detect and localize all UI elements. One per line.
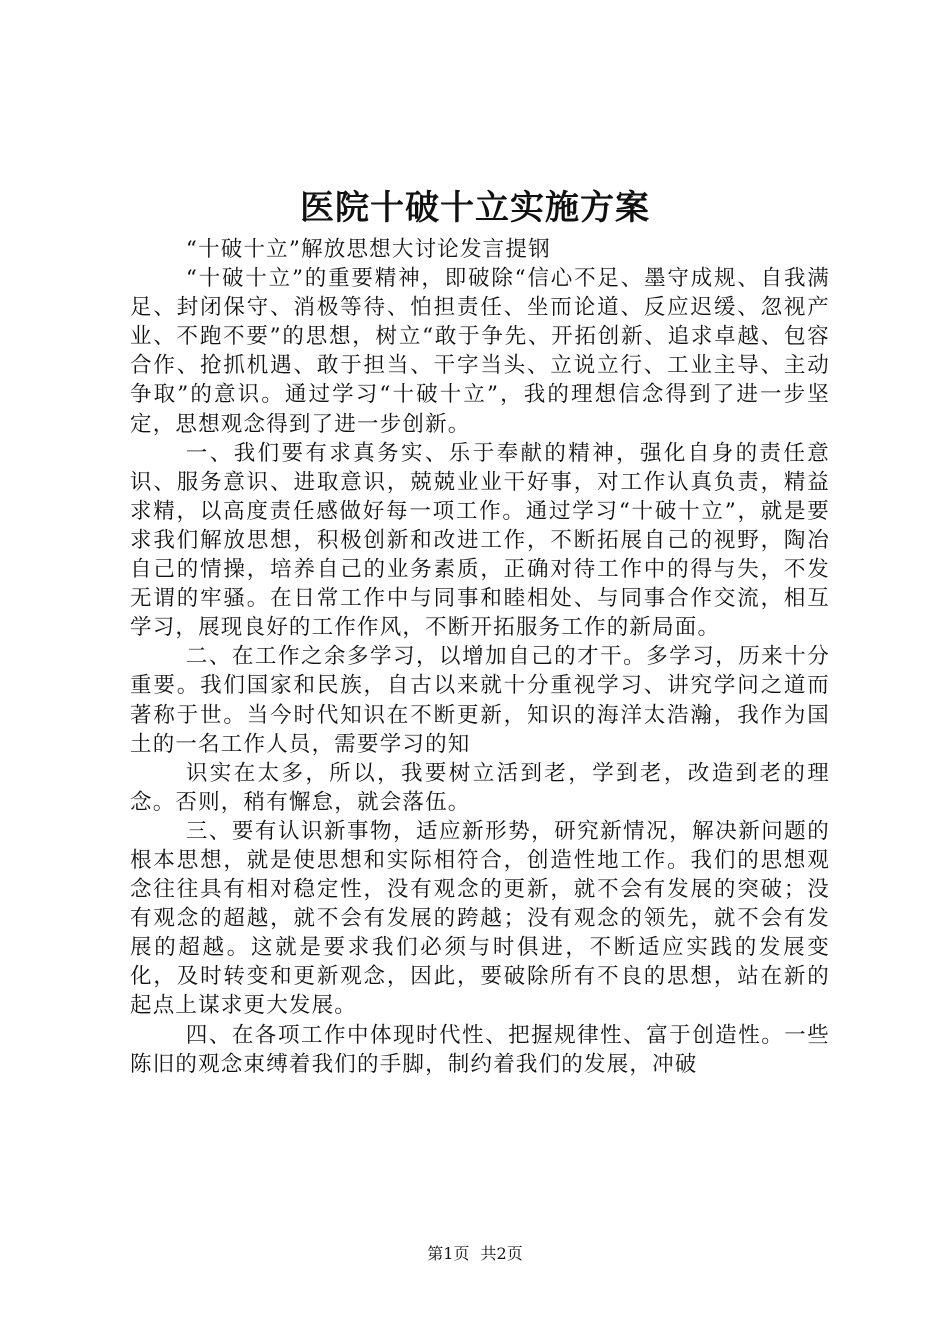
paragraph-point-four: 四、在各项工作中体现时代性、把握规律性、富于创造性。一些陈旧的观念束缚着我们的手脚，制约着我们的发展，冲破 (130, 1022, 830, 1077)
page-total: 共2页 (480, 1244, 523, 1263)
page-footer (0, 1243, 950, 1265)
paragraph-point-two: 二、在工作之余多学习，以增加自己的才干。多学习，历来十分重要。我们国家和民族，自古以来就十分重视学习、讲究学问之道而著称于世。当今时代知识在不断更新，知识的海洋太浩瀚，我作为国土的一名工作人员，需要学习的知 (130, 644, 830, 757)
paragraph-point-three: 三、要有认识新事物，适应新形势，研究新情况，解决新问题的根本思想，就是使思想和实际相符合，创造性地工作。我们的思想观念往往具有相对稳定性，没有观念的更新，就不会有发展的突破；没有观念的超越，就不会有发展的跨越；没有观念的领先，就不会有发展的超越。这就是要求我们必须与时俱进，不断适应实践的发展变化，及时转变和更新观念，因此，要破除所有不良的思想，站在新的起点上谋求更大发展。 (130, 818, 830, 1019)
page-number: 第1页 (427, 1244, 470, 1263)
paragraph-point-two-continued: 识实在太多，所以，我要树立活到老，学到老，改造到老的理念。否则，稍有懈怠，就会落伍。 (130, 760, 830, 815)
paragraph-intro: “十破十立”的重要精神，即破除“信心不足、墨守成规、自我满足、封闭保守、消极等待、怕担责任、坐而论道、反应迟缓、忽视产业、不跑不要”的思想，树立“敢于争先、开拓创新、追求卓越、包容合作、抢抓机遇、敢于担当、干字当头、立说立行、工业主导、主动争取”的意识。通过学习“十破十立”，我的理想信念得到了进一步坚定，思想观念得到了进一步创新。 (130, 266, 830, 437)
document-title: 医院十破十立实施方案 (300, 188, 650, 228)
paragraph-point-one: 一、我们要有求真务实、乐于奉献的精神，强化自身的责任意识、服务意识、进取意识，兢兢业业干好事，对工作认真负责，精益求精，以高度责任感做好每一项工作。通过学习“十破十立”，就是要求我们解放思想，积极创新和改进工作，不断拓展自己的视野，陶冶自己的情操，培养自己的业务素质，正确对待工作中的得与失，不发无谓的牢骚。在日常工作中与同事和睦相处、与同事合作交流，相互学习，展现良好的工作作风，不断开拓服务工作的新局面。 (130, 440, 830, 641)
document-body (130, 235, 830, 1079)
paragraph-subtitle: “十破十立”解放思想大讨论发言提钢 (185, 237, 551, 262)
